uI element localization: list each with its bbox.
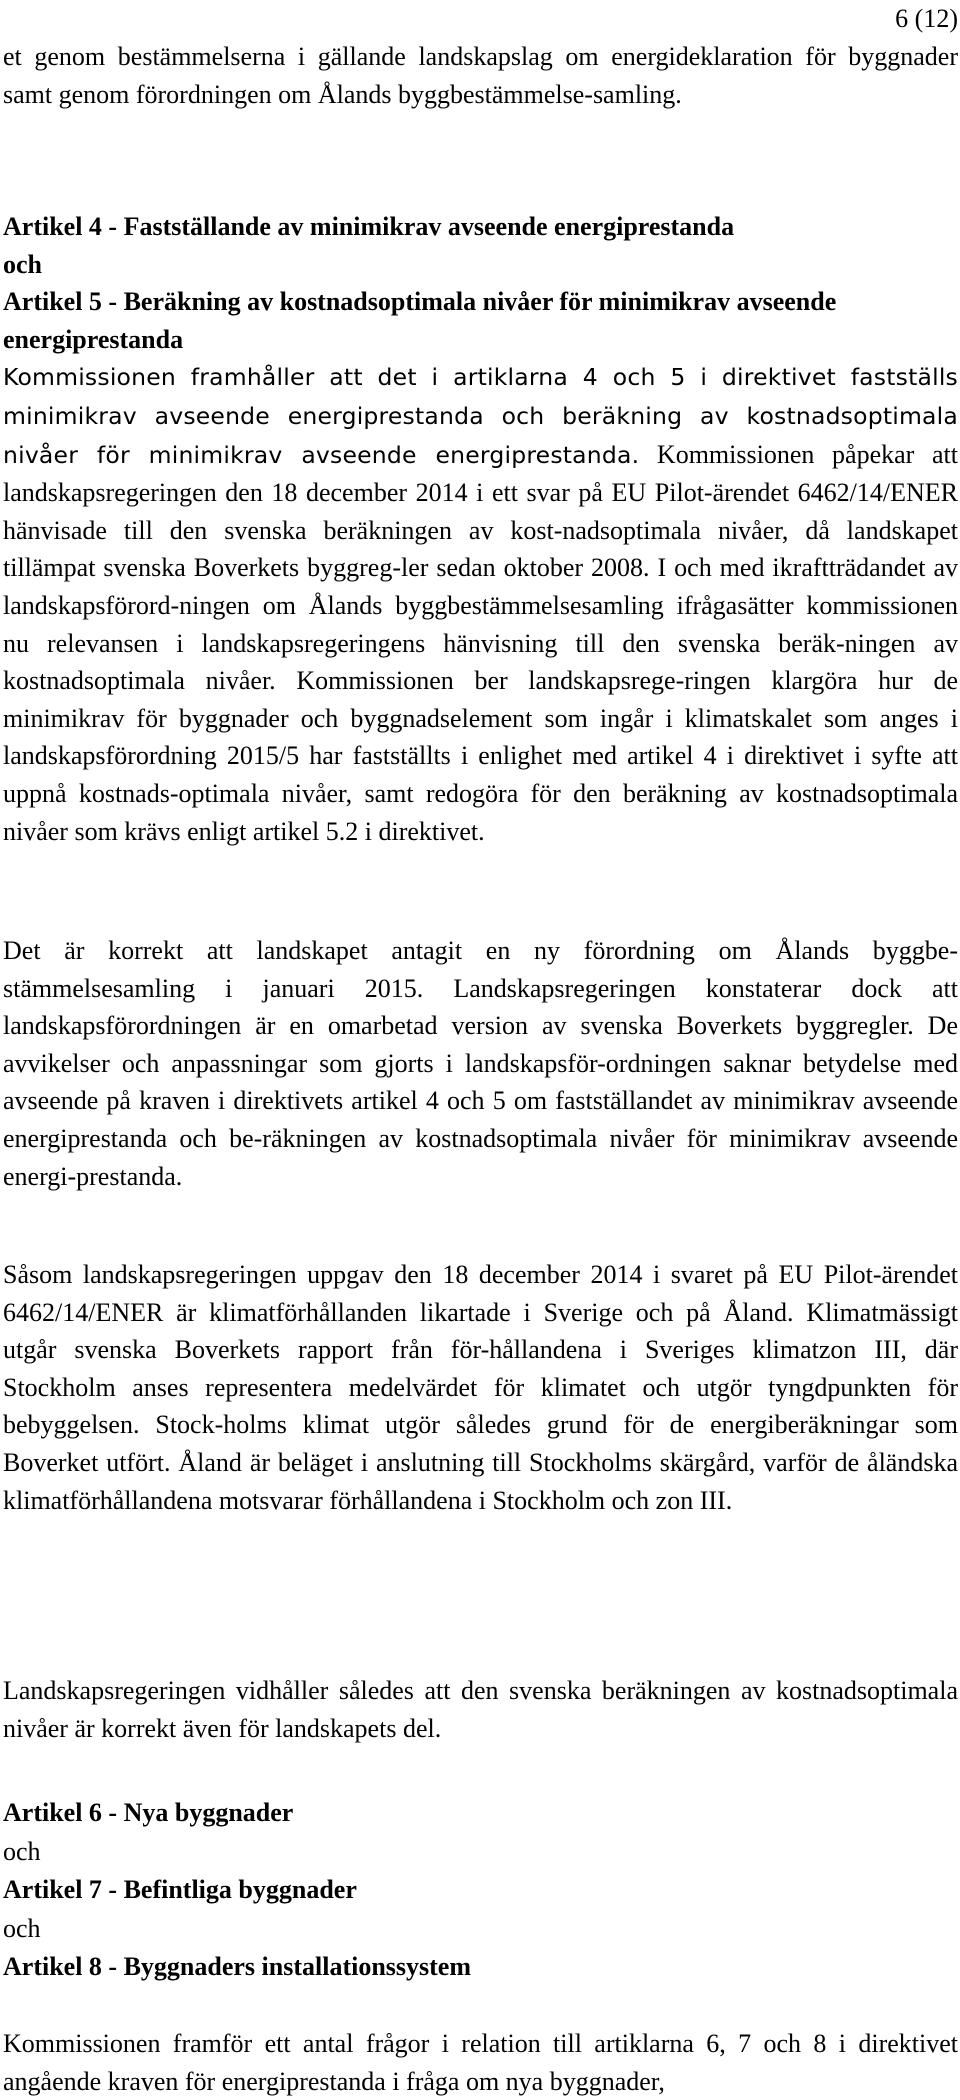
paragraph-final: Kommissionen framför ett antal frågor i relation till artiklarna 6, 7 och 8 i direktivet angående kraven för energiprestanda i fråga om nya byggnader, bbox=[3, 2029, 958, 2096]
heading-article-4: Artikel 4 - Fastställande av minimikrav avseende energiprestanda bbox=[3, 212, 735, 241]
intro-paragraph: et genom bestämmelserna i gällande landskapslag om energideklaration för byggnader samt genom förordningen om Ålands byggbestämmelse-samling. bbox=[3, 42, 958, 109]
heading-article-6: Artikel 6 - Nya byggnader bbox=[3, 1798, 294, 1827]
paragraph-climate: Såsom landskapsregeringen uppgav den 18 december 2014 i svaret på EU Pilot-ärendet 6462/14/ENER är klimatförhållanden likartade i Sverige och på Åland. Klimatmässigt utgår svenska Boverkets rapport från för-hållandena i Sveriges klimatzon III, där Stockholm anses representera medelvärdet för klimatet och utgör tyngdpunkten för bebyggelsen. Stock-holms klimat utgör således grund för de energiberäkningar som Boverket utfört. Åland är beläget i anslutning till Stockholms skärgård, varför de åländska klimatförhållandena motsvarar förhållandena i Stockholm och zon III. bbox=[3, 1260, 958, 1515]
paragraph-maintains: Landskapsregeringen vidhåller således att den svenska beräkningen av kostnadsoptimala nivåer är korrekt även för landskapets del. bbox=[3, 1676, 958, 1743]
section-articles-4-5 bbox=[3, 208, 958, 850]
page-number: 6 (12) bbox=[895, 4, 958, 33]
heading-article-8: Artikel 8 - Byggnaders installationssystem bbox=[3, 1952, 471, 1981]
conjunction-och-1: och bbox=[3, 1836, 41, 1866]
conjunction-och: och bbox=[3, 249, 42, 279]
heading-article-7: Artikel 7 - Befintliga byggnader bbox=[3, 1875, 357, 1904]
commission-remark-text: Kommissionen påpekar att landskapsregeringen den 18 december 2014 i ett svar på EU Pilot-ärendet 6462/14/ENER hänvisade till den svenska beräkningen av kost-nadsoptimala nivåer, då landskapet tillämpat svenska Boverkets byggreg-ler sedan oktober 2008. I och med ikraftträdandet av landskapsförord-ningen om Ålands byggbestämmelsesamling ifrågasätter kommissionen nu relevansen i landskapsregeringens hänvisning till den svenska beräk-ningen av kostnadsoptimala nivåer. Kommissionen ber landskapsrege-ringen klargöra hur de minimikrav för byggnader och byggnadselement som ingår i klimatskalet som anges i landskapsförordning 2015/5 har fastställts i enlighet med artikel 4 i direktivet i syfte att uppnå kostnads-optimala nivåer, samt redogöra för den beräkning av kostnadsoptimala nivåer som krävs enligt artikel 5.2 i direktivet. bbox=[3, 439, 958, 846]
document-page bbox=[3, 0, 958, 2096]
paragraph-correct: Det är korrekt att landskapet antagit en ny förordning om Ålands byggbe-stämmelsesamling i januari 2015. Landskapsregeringen konstaterar dock att landskapsförordningen är en omarbetad version av svenska Boverkets byggregler. De avvikelser och anpassningar som gjorts i landskapsför-ordningen saknar betydelse med avseende på kraven i direktivets artikel 4 och 5 om fastställandet av minimikrav avseende energiprestanda och be-räkningen av kostnadsoptimala nivåer för minimikrav avseende energi-prestanda. bbox=[3, 936, 958, 1191]
section-articles-6-8 bbox=[3, 1794, 958, 1987]
conjunction-och-2: och bbox=[3, 1913, 41, 1943]
commission-paragraph bbox=[3, 358, 958, 850]
heading-article-5: Artikel 5 - Beräkning av kostnadsoptimala nivåer för minimikrav avseende energiprestanda bbox=[3, 287, 837, 354]
commission-statement-text: Kommissionen framhåller att det i artiklarna 4 och 5 i direktivet fastställs minimikrav avseende energiprestanda och beräkning av kostnadsoptimala nivåer för minimikrav avseende energiprestanda. bbox=[3, 363, 958, 469]
